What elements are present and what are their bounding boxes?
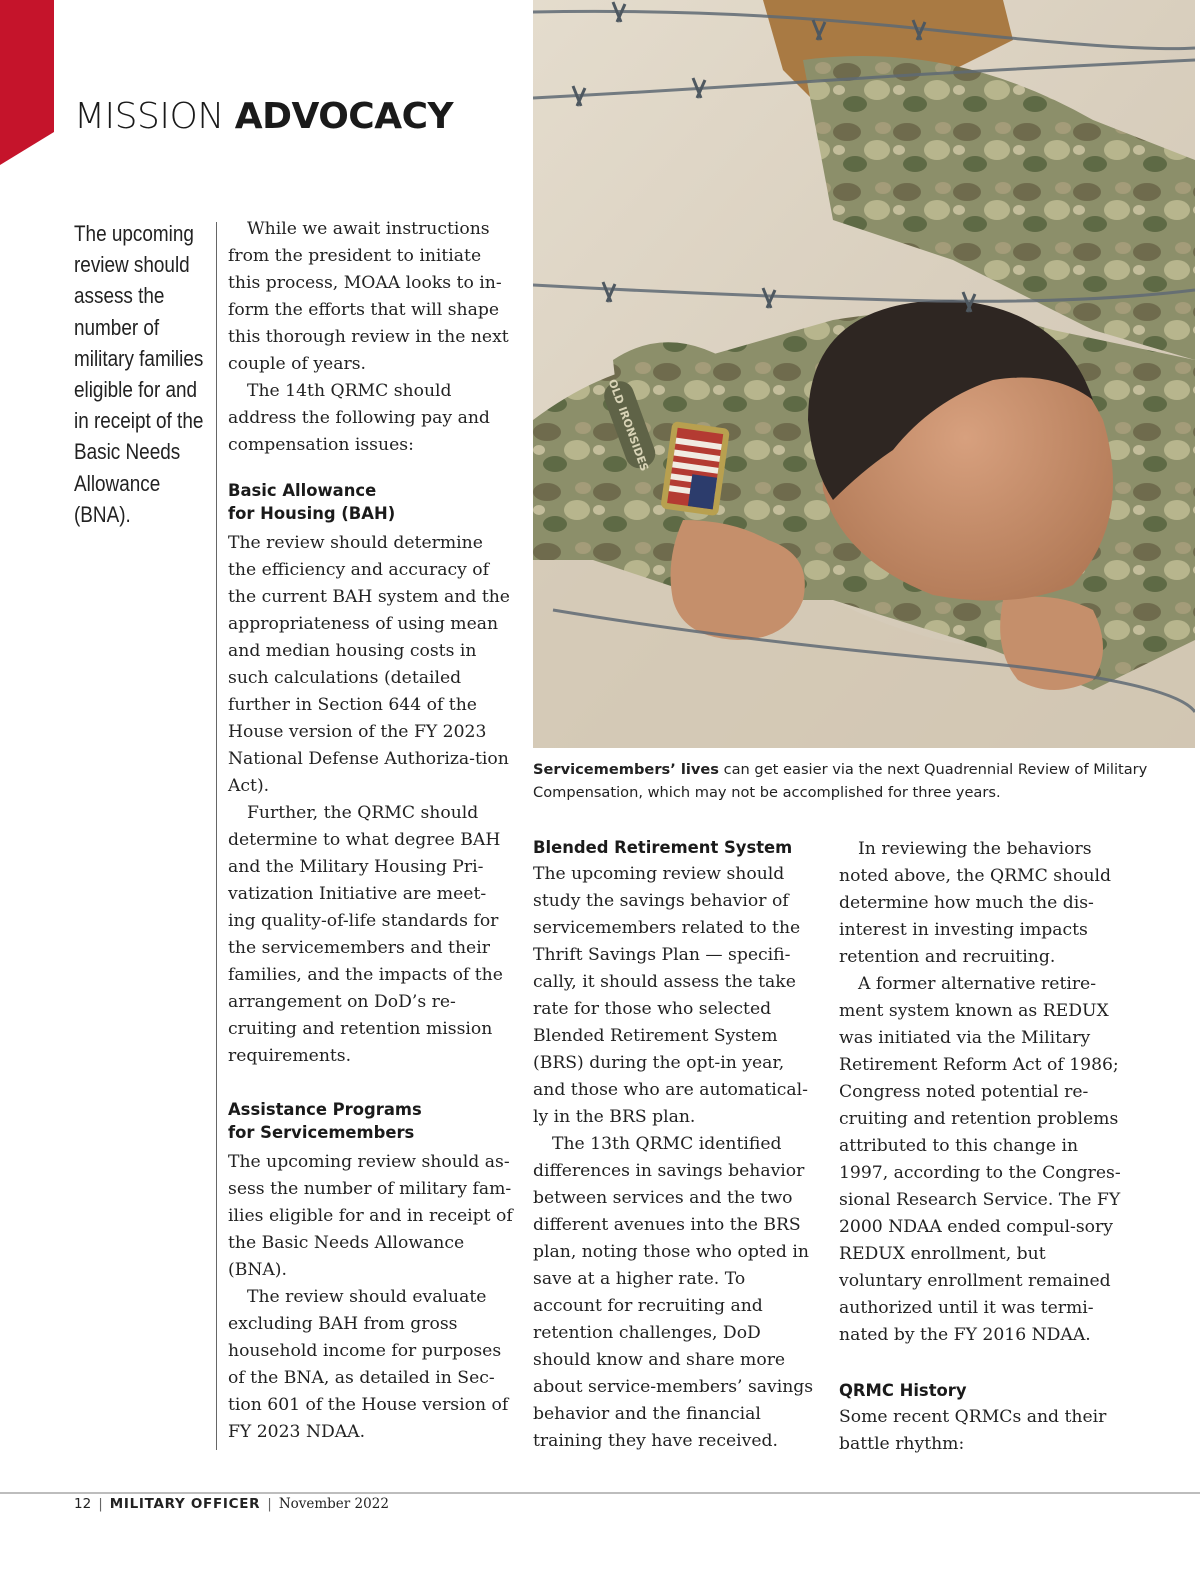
subheading-brs: Blended Retirement System [533,838,793,857]
paragraph: Some recent QRMCs and their battle rhythm: [839,1407,1107,1454]
section-title-bold: ADVOCACY [234,96,454,137]
footer-separator: | [98,1496,103,1512]
paragraph: The 14th QRMC should address the following pay and compensation issues: [228,381,490,455]
footer-rule [0,1492,1200,1494]
article-column-1 [228,216,513,1446]
magazine-name: MILITARY OFFICER [109,1496,261,1512]
section-title-light: MISSION [74,96,224,137]
subheading-line: Basic Allowance [228,481,377,500]
shoulder-patch-text: OLD IRONSIDES [605,377,652,474]
subheading-line: Assistance Programs [228,1100,422,1119]
footer-separator: | [267,1496,272,1512]
section-accent-tab [0,0,54,165]
page-number: 12 [74,1496,92,1512]
caption-text: can get easier via the next Quadrennial Review of Military Compensation, which may not be accomplished for three years. [533,761,1148,801]
subheading-assistance [228,1098,513,1144]
paragraph: The review should determine the efficiency and accuracy of the current BAH system and the appropriateness of using mean and median housing costs in such calculations (detailed further in Section 644 of the House version of the FY 2023 National Defense Authoriza-tion Act). [228,533,510,796]
pull-quote: The upcoming review should assess the number of military families eligible for and in receipt of the Basic Needs Allowance (BNA). [74,221,204,527]
paragraph: While we await instructions from the president to initiate this process, MOAA looks to in-form the efforts that will shape this thorough review in the next couple of years. [228,219,509,374]
paragraph: The review should evaluate excluding BAH from gross household income for purposes of the BNA, as detailed in Sec-tion 601 of the House version of FY 2023 NDAA. [228,1287,509,1442]
issue-date: November 2022 [278,1496,389,1512]
subheading-line: for Housing (BAH) [228,504,396,523]
section-title [74,96,453,137]
article-column-2 [533,836,816,1455]
page-footer [74,1496,389,1512]
paragraph: Further, the QRMC should determine to what degree BAH and the Military Housing Pri-vatization Initiative are meet-ing quality-of-life standards for the servicemembers and their families, and the impacts of the arrangement on DoD’s re-cruiting and retention mission requirements. [228,803,503,1066]
paragraph: The upcoming review should as-sess the number of military fam-ilies eligible for and in receipt of the Basic Needs Allowance (BNA). [228,1152,513,1280]
caption-bold: Servicemembers’ lives [533,761,719,778]
paragraph: The upcoming review should study the savings behavior of servicemembers related to the Thrift Savings Plan — specifi-cally, it should assess the take rate for those who selected Blended Retirement System (BRS) during the opt-in year, and those who are automatical-ly in the BRS plan. [533,864,808,1127]
soldier-photo [533,0,1195,748]
paragraph: A former alternative retire-ment system known as REDUX was initiated via the Military Retirement Reform Act of 1986; Congress noted potential re-cruiting and retention problems attributed to this change in 1997, according to the Congres-sional Research Service. The FY 2000 NDAA ended compul-sory REDUX enrollment, but voluntary enrollment remained authorized until it was termi-nated by the FY 2016 NDAA. [839,974,1121,1345]
subheading-qrmc-history: QRMC History [839,1381,967,1400]
article-column-3 [839,836,1124,1458]
photo-caption [533,758,1173,804]
column-divider [216,222,217,1450]
paragraph: In reviewing the behaviors noted above, the QRMC should determine how much the dis-interest in investing impacts retention and recruiting. [839,839,1112,967]
paragraph: The 13th QRMC identified differences in savings behavior between services and the two different avenues into the BRS plan, noting those who opted in save at a higher rate. To account for recruiting and retention challenges, DoD should know and share more about service-members’ savings behavior and the financial training they have received. [533,1134,814,1451]
subheading-bah [228,479,513,525]
subheading-line: for Servicemembers [228,1123,415,1142]
